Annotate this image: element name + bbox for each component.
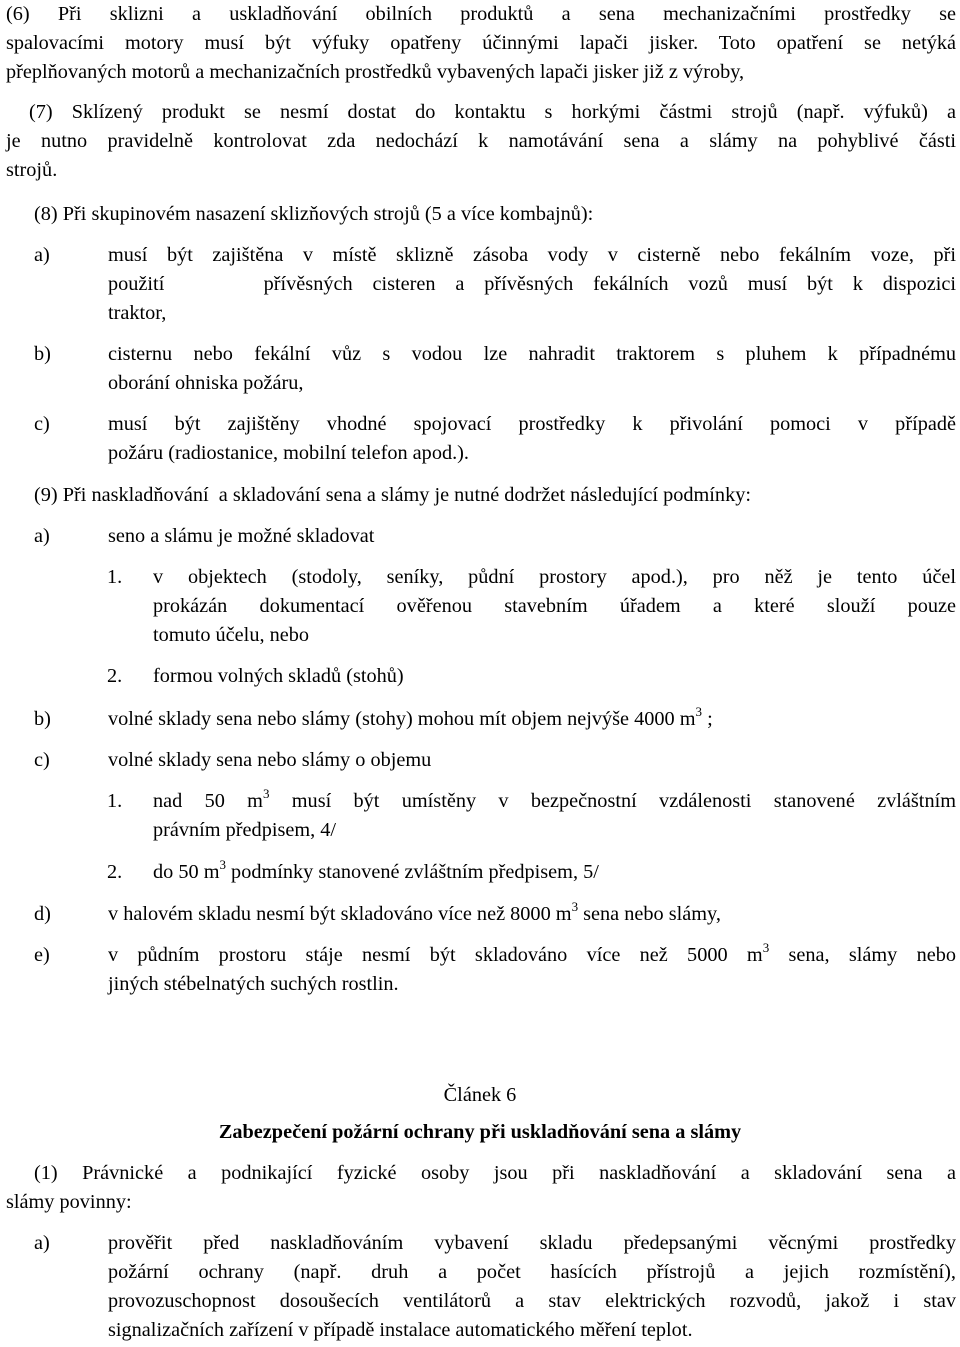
text-span: sena nebo slámy,	[578, 903, 721, 925]
text-line: přeplňovaných motorů a mechanizačních prostředků vybavených lapači jisker již z výroby,	[6, 61, 745, 83]
text-line: použití přívěsných cisteren a přívěsných fekálních vozů musí být k dispozici	[108, 273, 956, 295]
text-line: (1) Právnické a podnikající fyzické osoby jsou při naskladňování a skladování sena a	[34, 1162, 956, 1184]
paragraph-7	[6, 98, 956, 185]
text-span: ;	[702, 708, 713, 730]
text-line: v objektech (stodoly, seníky, půdní prostory apod.), pro něž je tento účel	[153, 566, 956, 588]
paragraph-6	[6, 0, 956, 87]
text-line: jiných stébelnatých suchých rostlin.	[108, 973, 399, 995]
text-line: cisternu nebo fekální vůz s vodou lze nahradit traktorem s pluhem k případnému	[108, 343, 956, 365]
list-label: 1.	[107, 790, 123, 812]
text-line: signalizačních zařízení v případě instalace automatického měření teplot.	[108, 1319, 693, 1341]
text-line: tomuto účelu, nebo	[153, 624, 310, 646]
list-label: b)	[34, 708, 51, 730]
list-label: c)	[34, 749, 50, 771]
list-label: c)	[34, 413, 50, 435]
list-label: e)	[34, 944, 50, 966]
text-line: traktor,	[108, 302, 167, 324]
text-line: prověřit před naskladňováním vybavení skladu předepsanými věcnými prostředky	[108, 1232, 956, 1254]
text-line: (9) Při naskladňování a skladování sena a slámy je nutné dodržet následující podmínky:	[34, 484, 751, 506]
superscript: 3	[219, 857, 226, 872]
text-line: strojů.	[6, 159, 58, 181]
article-title: Zabezpečení požární ochrany při uskladňování sena a slámy	[218, 1121, 742, 1143]
text-line	[153, 858, 956, 887]
text-line: musí být zajištěny vhodné spojovací prostředky k přivolání pomoci v případě	[108, 413, 956, 435]
paragraph-8-intro	[6, 200, 956, 229]
text-line: (8) Při skupinovém nasazení sklizňových strojů (5 a více kombajnů):	[34, 203, 594, 225]
superscript: 3	[695, 704, 703, 719]
article-6-paragraph-1	[6, 1159, 956, 1217]
text-span: podmínky stanovené zvláštním předpisem, 5/	[225, 861, 599, 883]
list-label: a)	[34, 1232, 50, 1254]
text-line	[153, 787, 956, 816]
text-line: provozuschopnost dosoušecích ventilátorů a stav elektrických rozvodů, jakož i stav	[108, 1290, 956, 1312]
superscript: 3	[571, 899, 579, 914]
text-line: (7) Sklízený produkt se nesmí dostat do kontaktu s horkými částmi strojů (např. výfuků) a	[29, 101, 956, 123]
paragraph-9-intro	[6, 481, 956, 510]
text-line: volné sklady sena nebo slámy o objemu	[108, 749, 432, 771]
text-line: oborání ohniska požáru,	[108, 372, 304, 394]
list-label: b)	[34, 343, 51, 365]
text-line	[108, 900, 956, 929]
list-label: d)	[34, 903, 51, 925]
list-label: 2.	[107, 861, 123, 883]
list-label: a)	[34, 244, 50, 266]
text-line: spalovacími motory musí být výfuky opatřeny účinnými lapači jisker. Toto opatření se netýká	[6, 32, 956, 54]
text-line: prokázán dokumentací ověřenou stavebním úřadem a které slouží pouze	[153, 595, 956, 617]
text-span: do 50 m	[153, 861, 220, 883]
text-line: (6) Při sklizni a uskladňování obilních produktů a sena mechanizačními prostředky se	[6, 3, 956, 25]
list-label: 2.	[107, 665, 123, 687]
superscript: 3	[762, 940, 770, 955]
article-number: Článek 6	[443, 1084, 517, 1106]
text-span: sena, slámy nebo	[769, 944, 957, 966]
superscript: 3	[262, 786, 270, 801]
list-label: a)	[34, 525, 50, 547]
text-line: právním předpisem, 4/	[153, 819, 337, 841]
text-span: v půdním prostoru stáje nesmí být skladováno více než 5000 m	[108, 944, 763, 966]
text-line: musí být zajištěna v místě sklizně zásoba vody v cisterně nebo fekálním voze, při	[108, 244, 956, 266]
text-line: seno a slámu je možné skladovat	[108, 525, 375, 547]
text-span: nad 50 m	[153, 790, 263, 812]
text-span: musí být umístěny v bezpečnostní vzdálenosti stanovené zvláštním	[269, 790, 956, 812]
text-line: požární ochrany (např. druh a počet hasících přístrojů a jejich rozmístění),	[108, 1261, 956, 1283]
text-line: slámy povinny:	[6, 1191, 132, 1213]
list-label: 1.	[107, 566, 123, 588]
text-span: v halovém skladu nesmí být skladováno více než 8000 m	[108, 903, 572, 925]
text-line: je nutno pravidelně kontrolovat zda nedochází k namotávání sena a slámy na pohyblivé části	[6, 130, 956, 152]
text-span: volné sklady sena nebo slámy (stohy) mohou mít objem nejvýše 4000 m	[108, 708, 696, 730]
text-line: požáru (radiostanice, mobilní telefon apod.).	[108, 442, 469, 464]
text-line	[108, 705, 956, 734]
text-line: formou volných skladů (stohů)	[153, 665, 404, 687]
text-line	[108, 941, 956, 970]
